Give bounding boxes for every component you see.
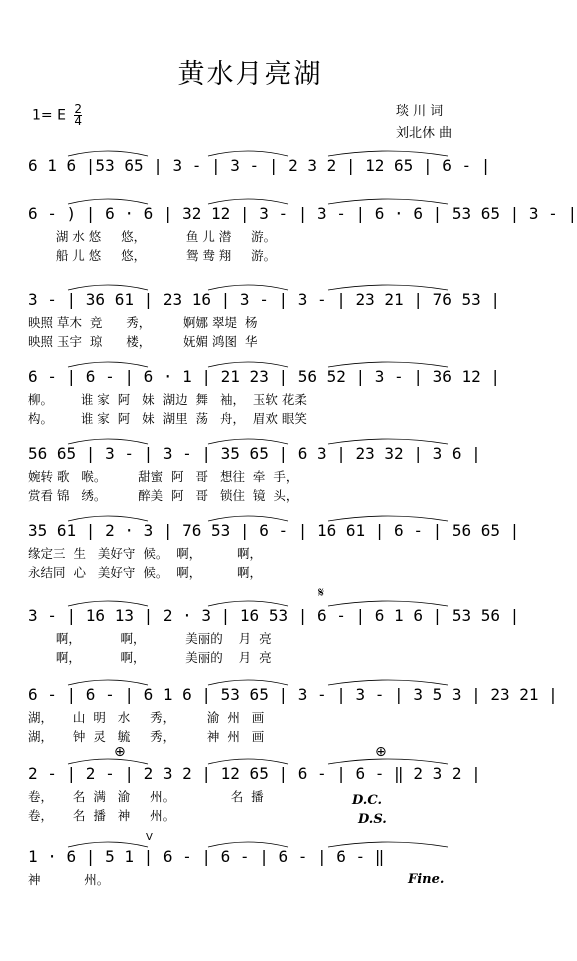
notation-line: 35 61 | 2 · 3 | 76 53 | 6 - | 16 61 | 6 - | 56 65 | (28, 521, 520, 540)
notation-line: 3 - | 16 13 | 2 · 3 | 16 53 | 6 - | 6 1 6 | 53 56 | (28, 606, 520, 625)
ds-mark: D.S. (358, 812, 387, 827)
lyric-verse-2: 赏看 锦 绣。 醉美 阿 哥 锁住 镜 头， (28, 488, 299, 503)
lyric-verse-1: 神 州。 (28, 872, 110, 887)
notation-line: 6 - ) | 6 · 6 | 32 12 | 3 - | 3 - | 6 · 6 | 53 65 | 3 - | (28, 204, 577, 223)
notation-line: 6 1 6 |53 65 | 3 - | 3 - | 2 3 2 | 12 65 | 6 - | (28, 156, 491, 175)
score-line (28, 763, 481, 841)
lyric-verse-1: 柳。 谁 家 阿 妹 湖边 舞 袖， 玉软 花柔 (28, 392, 307, 407)
lyric-verse-2: 湖， 钟 灵 毓 秀， 神 州 画 (28, 729, 265, 744)
lyric-verse-1: 湖， 山 明 水 秀， 渝 州 画 (28, 710, 265, 725)
score-line (28, 203, 577, 281)
lyric-verse-1: 啊， 啊， 美丽的 月 亮 (28, 631, 272, 646)
time-signature (74, 104, 82, 127)
notation-line: 1 · 6 | 5 1 | 6 - | 6 - | 6 - | 6 - ‖ (28, 847, 385, 866)
score-line (28, 846, 468, 924)
dc-mark: D.C. (352, 793, 382, 808)
score-line (28, 520, 520, 598)
key-label: 1= E (32, 107, 66, 124)
lyric-verse-2: 船 儿 悠 悠， 鸳 鸯 翔 游。 (28, 248, 277, 263)
breath-mark: V (146, 832, 153, 843)
lyric-verse-2: 啊， 啊， 美丽的 月 亮 (28, 650, 272, 665)
key-signature (32, 104, 82, 127)
lyric-verse-2: 构。 谁 家 阿 妹 湖里 荡 舟， 眉欢 眼笑 (28, 411, 307, 426)
composer-credit: 刘北休 曲 (396, 126, 453, 141)
lyricist-credit: 琰 川 词 (396, 104, 444, 119)
fine-mark: Fine. (408, 872, 445, 887)
lyric-verse-2: 映照 玉宇 琼 楼， 妩媚 鸿图 华 (28, 334, 258, 349)
segno-icon: 𝄋 (318, 585, 325, 601)
coda-icon: ⊕ (375, 744, 387, 760)
lyric-verse-1: 湖 水 悠 悠， 鱼 儿 潜 游。 (28, 229, 277, 244)
page-title: 黄水月亮湖 (177, 59, 323, 90)
lyric-verse-1: 缘定三 生 美好守 候。 啊， 啊， (28, 546, 263, 561)
notation-line: 56 65 | 3 - | 3 - | 35 65 | 6 3 | 23 32 | 3 6 | (28, 444, 481, 463)
score-line (28, 684, 558, 762)
coda-icon: ⊕ (114, 744, 126, 760)
time-numerator: 2 (74, 102, 83, 116)
score-line (28, 605, 520, 683)
notation-line: 3 - | 36 61 | 23 16 | 3 - | 3 - | 23 21 | 76 53 | (28, 290, 501, 309)
lyric-verse-1: 婉转 歌 喉。 甜蜜 阿 哥 想往 牵 手， (28, 469, 299, 484)
notation-line: 6 - | 6 - | 6 · 1 | 21 23 | 56 52 | 3 - | 36 12 | (28, 367, 501, 386)
lyric-verse-1: 卷， 名 满 渝 州。 名 播 (28, 789, 264, 804)
lyric-verse-1: 映照 草木 竞 秀， 婀娜 翠堤 杨 (28, 315, 258, 330)
time-denominator: 4 (74, 114, 83, 128)
notation-line: 6 - | 6 - | 6 1 6 | 53 65 | 3 - | 3 - | 3 5 3 | 23 21 | (28, 685, 558, 704)
lyric-verse-2: 永结同 心 美好守 候。 啊， 啊， (28, 565, 263, 580)
notation-line: 2 - | 2 - | 2 3 2 | 12 65 | 6 - | 6 - ‖ 2 3 2 | (28, 764, 481, 783)
lyric-verse-2: 卷， 名 播 神 州。 (28, 808, 176, 823)
